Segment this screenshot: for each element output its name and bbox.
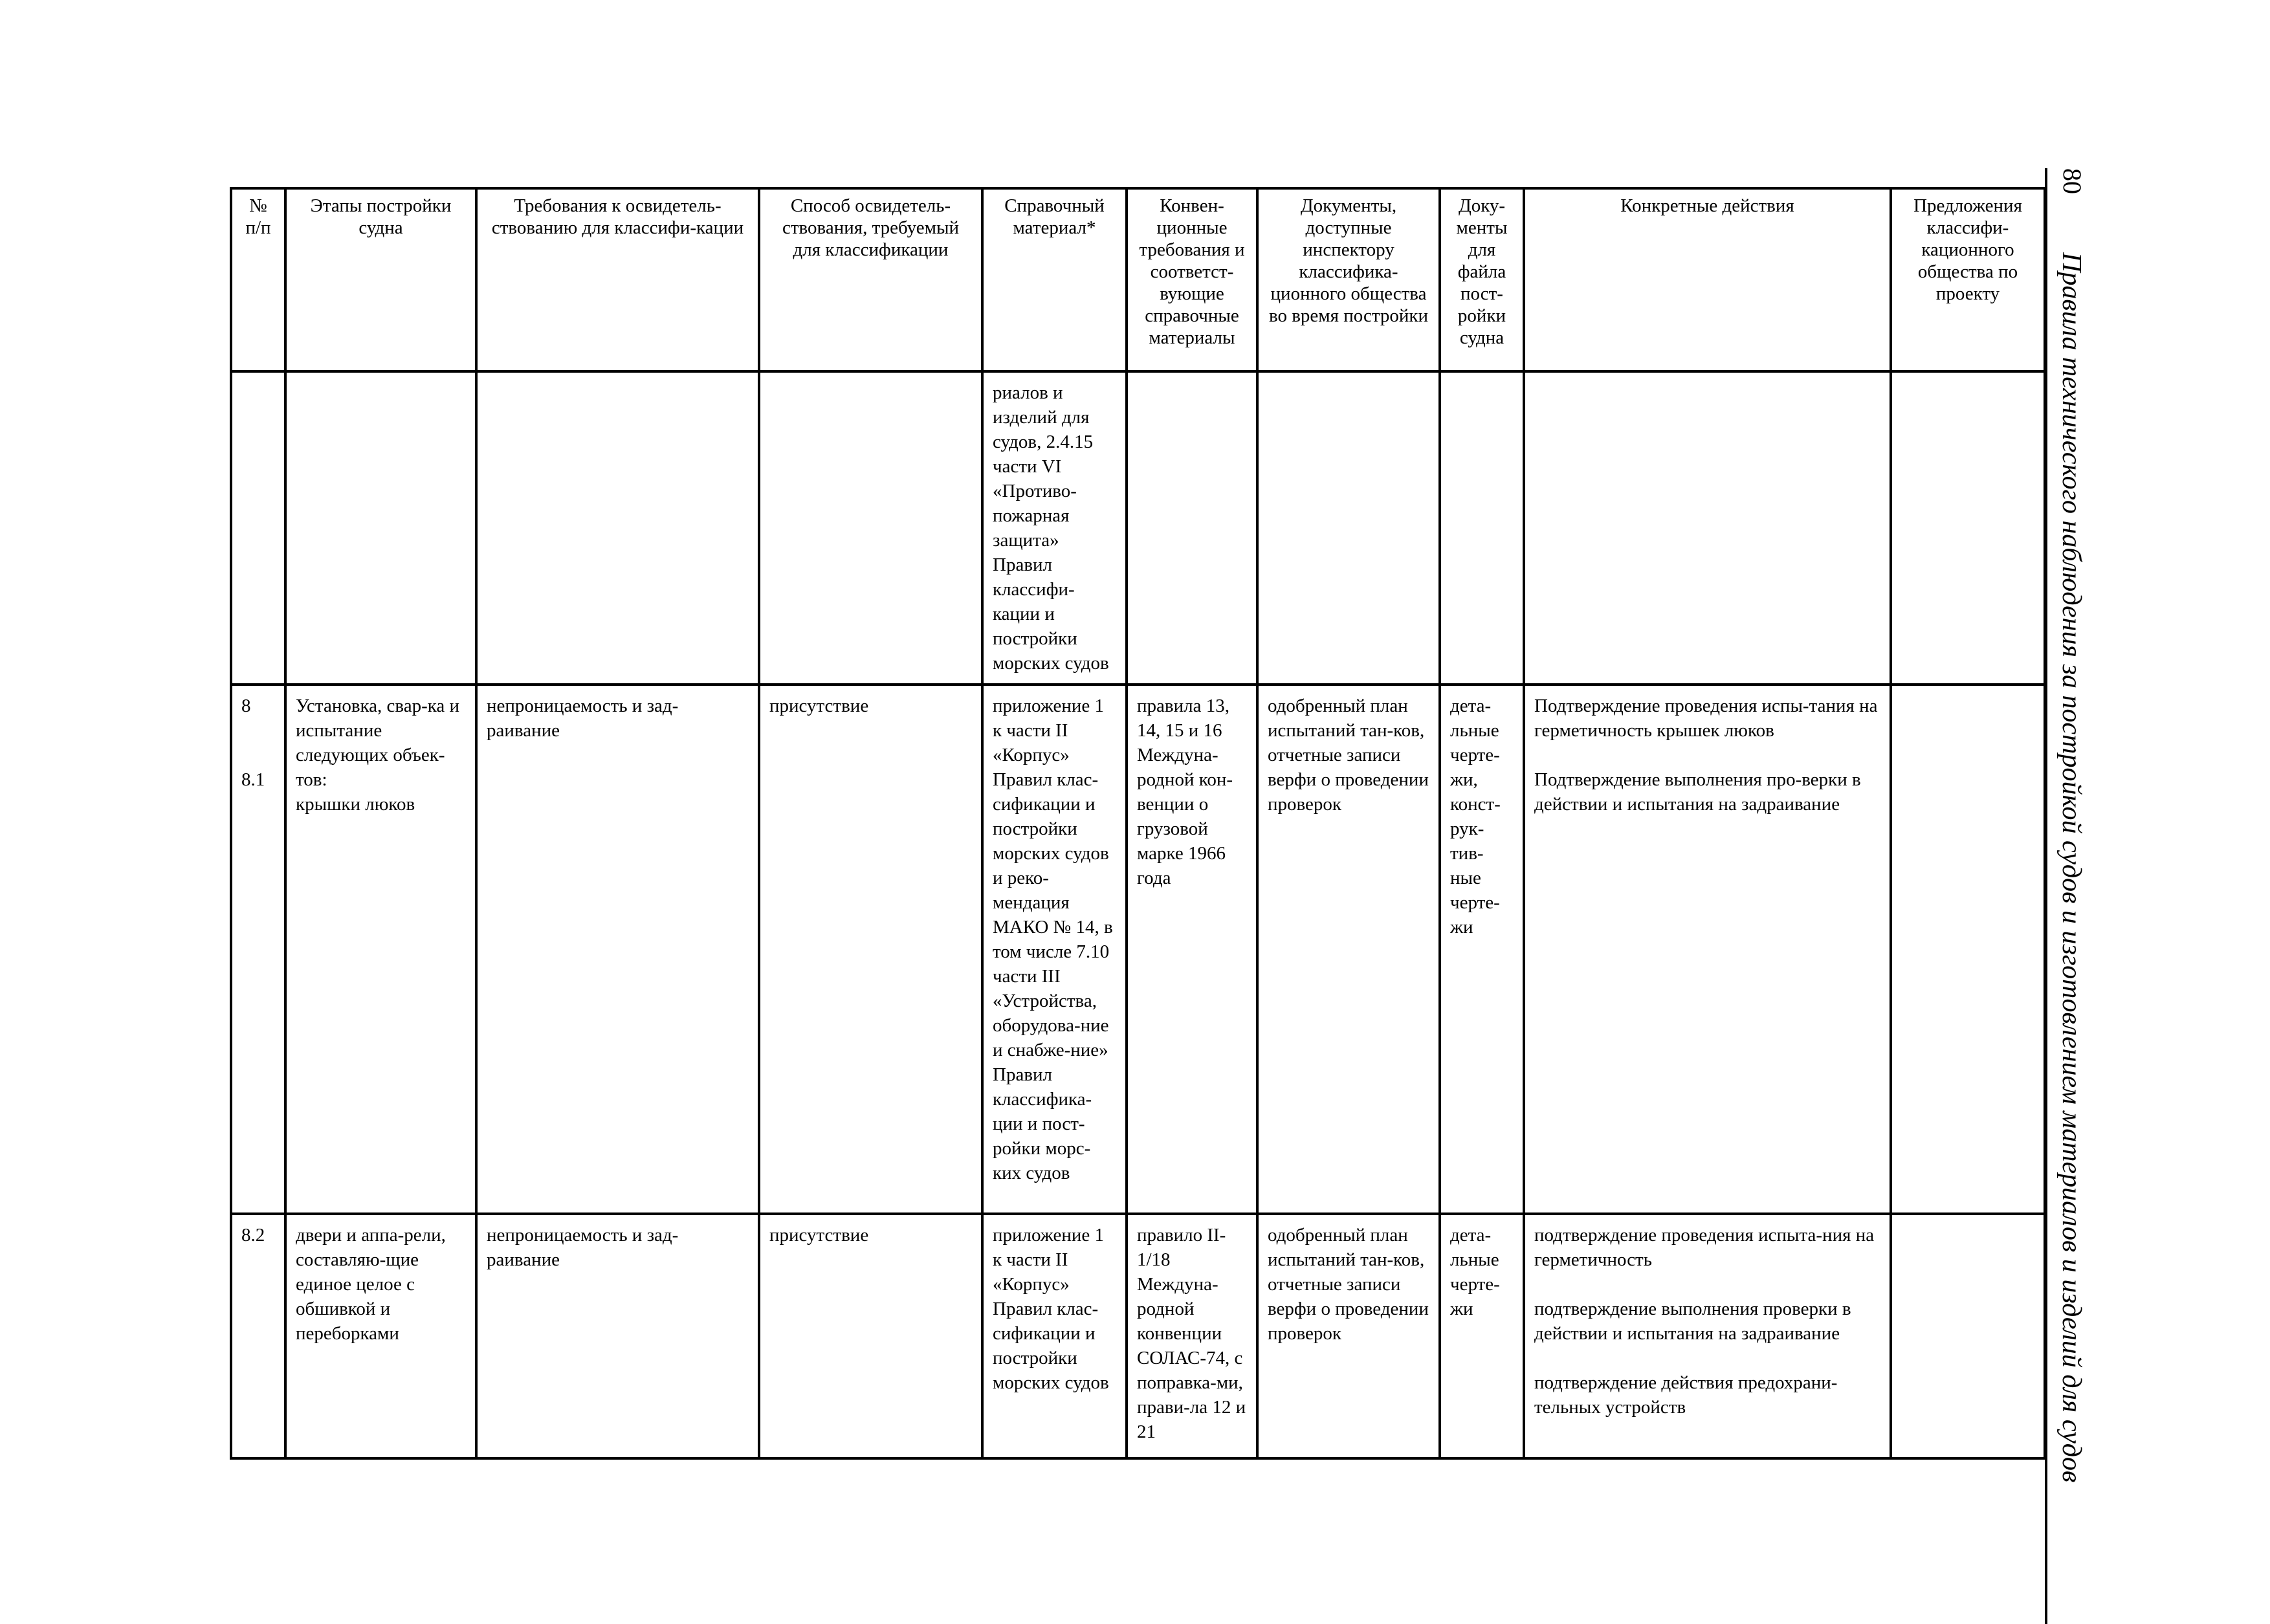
cell-number <box>231 685 285 1214</box>
cell-empty <box>1127 371 1257 685</box>
cell-method: присутствие <box>759 1214 982 1458</box>
cell-actions <box>1524 685 1891 1214</box>
table-row-continuation <box>231 371 2045 685</box>
cell-file-docs: дета-льные черте-жи <box>1440 1214 1524 1458</box>
requirements-table <box>230 187 2046 1460</box>
cell-reference: риалов и изделий для судов, 2.4.15 части VI «Противо-пожарная защита» Правил классифи-кации и постройки морских судов <box>982 371 1127 685</box>
action-text: Подтверждение проведения испы-тания на герметичность крышек люков <box>1534 696 1878 741</box>
cell-stage: двери и аппа-рели, составляю-щие единое целое с обшивкой и переборками <box>285 1214 476 1458</box>
table-row-8-2 <box>231 1214 2045 1458</box>
cell-empty <box>1257 371 1440 685</box>
stage-text: Установка, свар-ка и испытание следующих объек-тов: <box>296 696 460 790</box>
cell-documents: одобренный план испытаний тан-ков, отчетные записи верфи о проведении проверок <box>1257 1214 1440 1458</box>
action-text: подтверждение проведения испыта-ния на герметичность <box>1534 1225 1875 1270</box>
col-header-proposals: Предложения классифи-кационного общества по проекту <box>1891 188 2045 371</box>
item-number: 8.1 <box>241 769 265 790</box>
cell-convention: правило II-1/18 Междуна-родной конвенции СОЛАС-74, с поправка-ми, прави-ла 12 и 21 <box>1127 1214 1257 1458</box>
col-header-reference: Справочный материал* <box>982 188 1127 371</box>
cell-empty <box>285 371 476 685</box>
col-header-convention: Конвен-ционные требования и соответст-вующие справочные материалы <box>1127 188 1257 371</box>
col-header-method: Способ освидетель-ствования, требуемый для классификации <box>759 188 982 371</box>
cell-empty <box>231 371 285 685</box>
header-row <box>231 188 2045 371</box>
cell-empty <box>1440 371 1524 685</box>
cell-convention: правила 13, 14, 15 и 16 Междуна-родной кон-венции о грузовой марке 1966 года <box>1127 685 1257 1214</box>
col-header-actions: Конкретные действия <box>1524 188 1891 371</box>
cell-number: 8.2 <box>231 1214 285 1458</box>
running-header <box>2033 168 2085 1624</box>
cell-proposals <box>1891 1214 2045 1458</box>
cell-method: присутствие <box>759 685 982 1214</box>
cell-reference: приложение 1 к части II «Корпус» Правил клас-сификации и постройки морских судов <box>982 1214 1127 1458</box>
action-text: подтверждение действия предохрани-тельных устройств <box>1534 1372 1838 1418</box>
cell-file-docs: дета-льные черте-жи, конст-рук-тив-ные черте-жи <box>1440 685 1524 1214</box>
item-number: 8 <box>241 696 251 716</box>
cell-proposals <box>1891 685 2045 1214</box>
cell-empty <box>1524 371 1891 685</box>
header-rule <box>2045 168 2047 1624</box>
cell-requirements: непроницаемость и зад-раивание <box>476 1214 759 1458</box>
cell-documents: одобренный план испытаний тан-ков, отчетные записи верфи о проведении проверок <box>1257 685 1440 1214</box>
col-header-requirements: Требования к освидетель-ствованию для классифи-кации <box>476 188 759 371</box>
cell-actions <box>1524 1214 1891 1458</box>
running-title: Правила технического наблюдения за постройкой судов и изготовлением материалов и изделий для судов <box>2056 252 2086 1483</box>
col-header-stages: Этапы постройки судна <box>285 188 476 371</box>
action-text: Подтверждение выполнения про-верки в действии и испытания на задраивание <box>1534 769 1861 815</box>
col-header-file-docs: Доку-менты для файла пост-ройки судна <box>1440 188 1524 371</box>
cell-reference: приложение 1 к части II «Корпус» Правил клас-сификации и постройки морских судов и реко-мендация МАКО № 14, в том числе 7.10 части III «Устройства, оборудова-ние и снабже-ние» Правил классифика-ции и пост-ройки морс-ких судов <box>982 685 1127 1214</box>
cell-empty <box>476 371 759 685</box>
action-text: подтверждение выполнения проверки в действии и испытания на задраивание <box>1534 1299 1851 1344</box>
cell-stage <box>285 685 476 1214</box>
stage-text: крышки люков <box>296 794 415 815</box>
table-row-8 <box>231 685 2045 1214</box>
cell-requirements: непроницаемость и зад-раивание <box>476 685 759 1214</box>
cell-empty <box>1891 371 2045 685</box>
cell-empty <box>759 371 982 685</box>
col-header-number: № п/п <box>231 188 285 371</box>
page-number: 80 <box>2058 168 2087 194</box>
col-header-documents: Документы, доступные инспектору классифика-ционного общества во время постройки <box>1257 188 1440 371</box>
